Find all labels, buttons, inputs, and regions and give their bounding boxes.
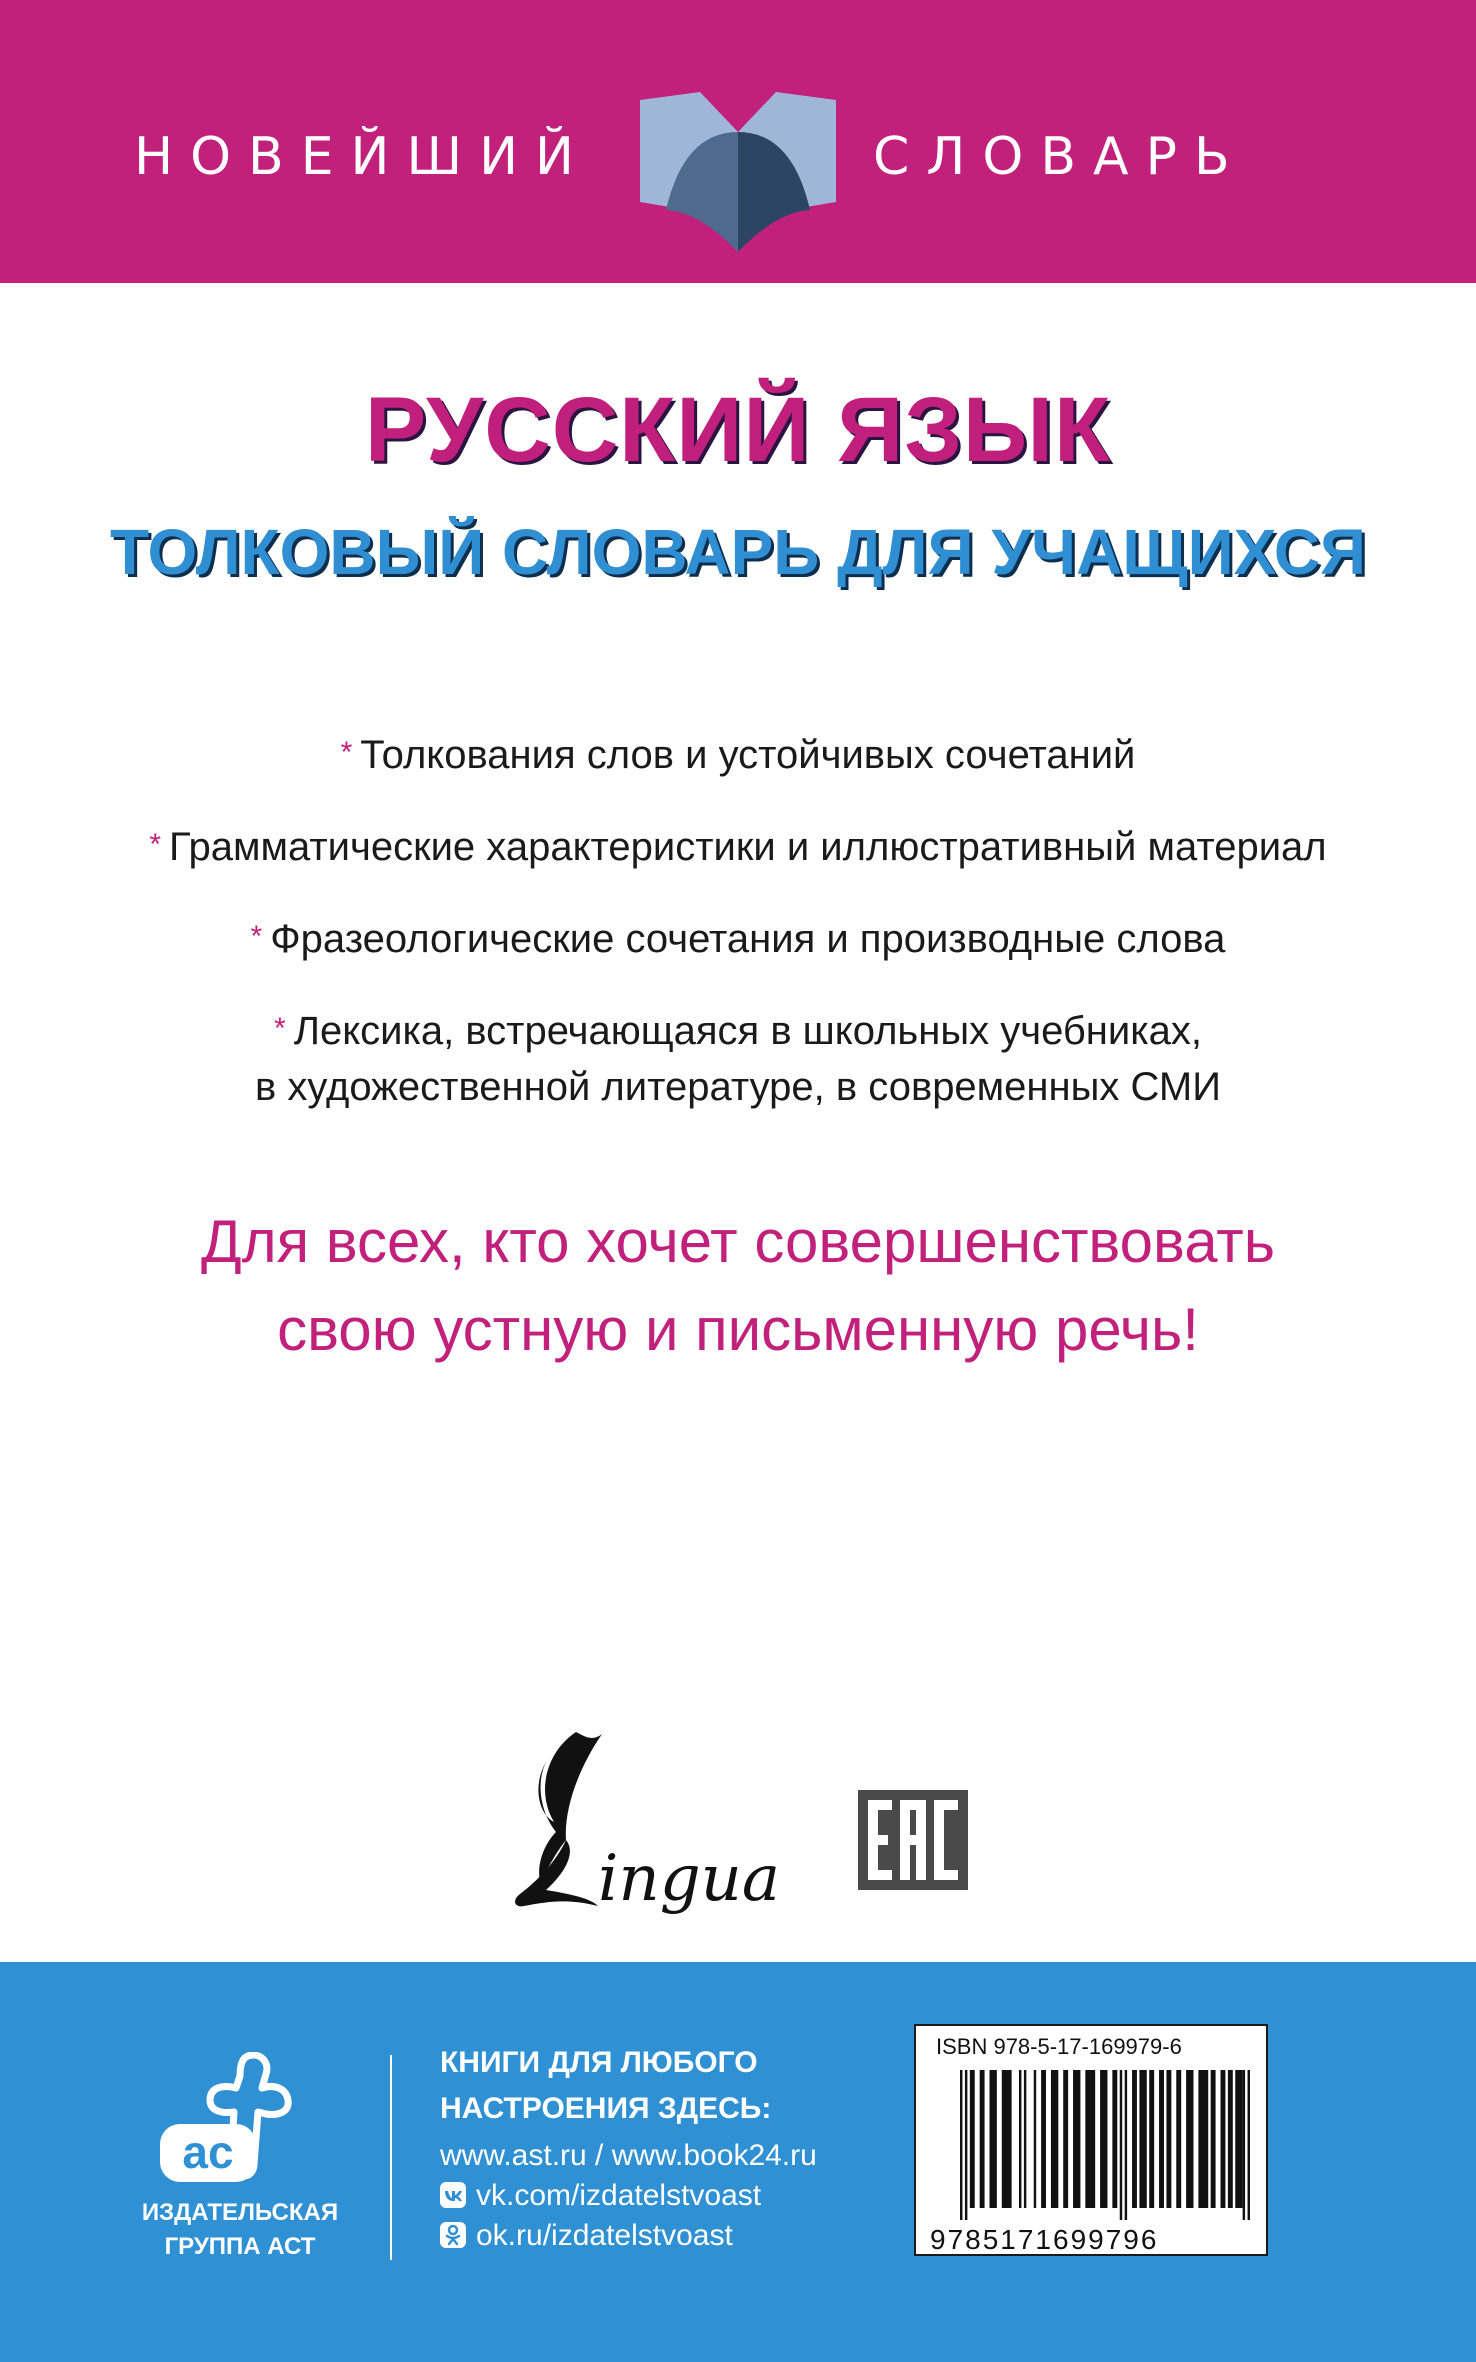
feature-text: Лексика, встречающаяся в школьных учебниках, (293, 1009, 1202, 1053)
tagline (0, 1198, 1476, 1374)
barcode-bar (1085, 2070, 1095, 2208)
barcode-bar (1248, 2070, 1250, 2220)
barcode-bar (1120, 2070, 1122, 2220)
feature-item (0, 909, 1476, 967)
star-bullet-icon: * (274, 1012, 286, 1045)
barcode-bar (1198, 2070, 1208, 2208)
star-bullet-icon: * (340, 736, 353, 769)
open-book-icon (640, 92, 836, 252)
barcode-bar (1186, 2070, 1193, 2208)
barcode-bar (1002, 2070, 1012, 2208)
barcode-bar (1159, 2070, 1164, 2208)
star-bullet-icon: * (250, 920, 263, 953)
feature-text: Фразеологические сочетания и производные слова (270, 917, 1226, 961)
barcode-bar (1019, 2070, 1021, 2208)
isbn-box (914, 2024, 1268, 2256)
promo-websites[interactable]: www.ast.ru / www.book24.ru (440, 2139, 817, 2172)
tagline-line-1: Для всех, кто хочет совершенствовать (201, 1208, 1275, 1275)
barcode-bar (1125, 2070, 1127, 2220)
barcode-bar (1024, 2070, 1026, 2208)
feature-text: Грамматические характеристики и иллюстративный материал (169, 825, 1327, 869)
barcode-bar (1051, 2070, 1058, 2208)
promo-heading-line-2: НАСТРОЕНИЯ ЗДЕСЬ: (440, 2092, 772, 2125)
barcode-bar (1112, 2070, 1117, 2208)
promo-vk-link[interactable] (440, 2176, 761, 2216)
book-title: РУССКИЙ ЯЗЫК (364, 379, 1112, 481)
barcode-bar (960, 2070, 962, 2220)
promo-heading-line-1: КНИГИ ДЛЯ ЛЮБОГО (440, 2046, 758, 2079)
feature-text: Толкования слов и устойчивых сочетаний (360, 733, 1136, 777)
feature-item (0, 817, 1476, 875)
barcode-bar (1132, 2070, 1137, 2208)
barcode (960, 2070, 1250, 2220)
barcode-bar (965, 2070, 967, 2220)
barcode-bar (1243, 2070, 1245, 2220)
barcode-bar (970, 2070, 975, 2208)
svg-text:ingua: ingua (598, 1842, 781, 1916)
barcode-bar (989, 2070, 996, 2208)
ean-digits: 9785171699796 (930, 2224, 1159, 2255)
barcode-bar (1034, 2070, 1036, 2208)
barcode-bar (1139, 2070, 1146, 2208)
barcode-bar (1149, 2070, 1154, 2208)
ast-publisher-logo (150, 2052, 300, 2192)
barcode-bar (1211, 2070, 1216, 2208)
barcode-bar (1166, 2070, 1171, 2208)
publisher-caption-line-1: ИЗДАТЕЛЬСКАЯ (141, 2199, 339, 2226)
isbn-label: ISBN 978-5-17-169979-6 (936, 2034, 1182, 2059)
barcode-bar (1100, 2070, 1107, 2208)
series-name-left: НОВЕЙШИЙ (134, 127, 591, 187)
promo-ok-link[interactable] (440, 2216, 733, 2256)
band-divider (390, 2055, 392, 2260)
publisher-caption (120, 2196, 360, 2264)
feature-item (0, 1001, 1476, 1115)
barcode-bar (1221, 2070, 1226, 2208)
tagline-line-2: свою устную и письменную речь! (277, 1296, 1199, 1363)
publisher-caption-line-2: ГРУППА АСТ (164, 2233, 316, 2260)
vk-icon (440, 2182, 466, 2208)
svg-text:ac: ac (182, 2126, 234, 2178)
barcode-bar (1063, 2070, 1068, 2208)
ok-icon (440, 2222, 466, 2248)
barcode-bar (1041, 2070, 1046, 2208)
feature-list (0, 725, 1476, 1149)
eac-mark (858, 1790, 968, 1890)
feature-item (0, 725, 1476, 783)
series-name-right: СЛОВАРЬ (873, 127, 1247, 187)
barcode-bar (1073, 2070, 1080, 2208)
barcode-bar (1235, 2070, 1242, 2208)
lingua-logo (506, 1722, 806, 1932)
barcode-bar (1176, 2070, 1181, 2208)
barcode-bar (1228, 2070, 1233, 2208)
feature-text: в художественной литературе, в современных СМИ (255, 1065, 1221, 1109)
barcode-bar (980, 2070, 985, 2208)
book-subtitle: ТОЛКОВЫЙ СЛОВАРЬ ДЛЯ УЧАЩИХСЯ (109, 516, 1367, 588)
promo-vk-text: vk.com/izdatelstvoast (476, 2179, 762, 2212)
promo-heading (440, 2040, 771, 2132)
promo-ok-text: ok.ru/izdatelstvoast (476, 2219, 733, 2252)
star-bullet-icon: * (149, 828, 162, 861)
